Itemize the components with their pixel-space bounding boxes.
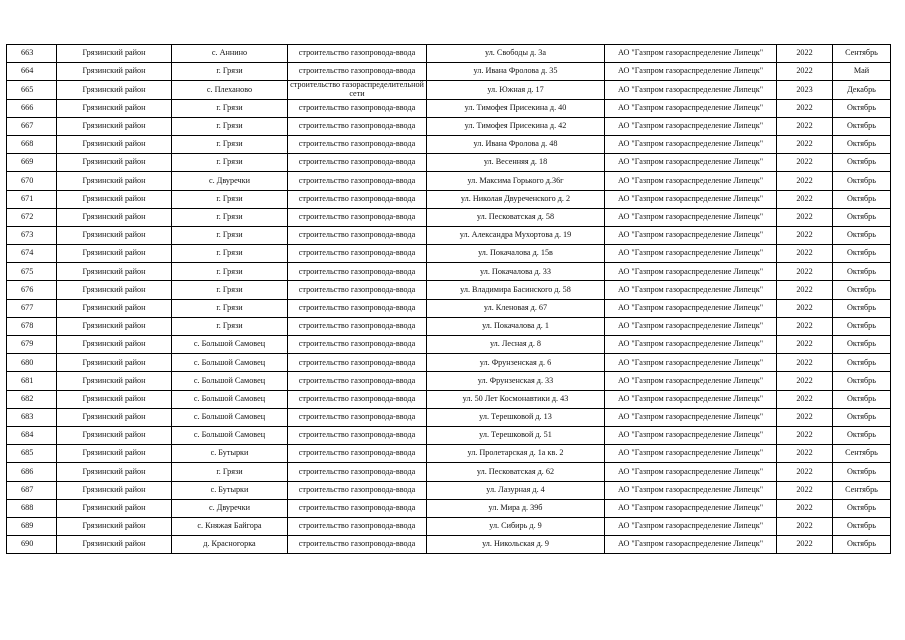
locality-cell: с. Бутырки: [172, 481, 288, 499]
table-row: [7, 172, 891, 190]
address-cell: ул. Максима Горького д.36г: [427, 172, 605, 190]
locality-cell: г. Грязи: [172, 263, 288, 281]
district-cell: Грязинский район: [57, 408, 172, 426]
work-type-cell: строительство газопровода-ввода: [288, 245, 427, 263]
address-cell: ул. Владимира Басинского д. 58: [427, 281, 605, 299]
district-cell: Грязинский район: [57, 317, 172, 335]
work-type-cell: строительство газопровода-ввода: [288, 354, 427, 372]
month-cell: Октябрь: [833, 154, 891, 172]
work-type-cell: строительство газопровода-ввода: [288, 172, 427, 190]
table-row: [7, 81, 891, 99]
organization-cell: АО "Газпром газораспределение Липецк": [605, 299, 777, 317]
district-cell: Грязинский район: [57, 336, 172, 354]
district-cell: Грязинский район: [57, 536, 172, 554]
row-number-cell: 687: [7, 481, 57, 499]
organization-cell: АО "Газпром газораспределение Липецк": [605, 63, 777, 81]
month-cell: Октябрь: [833, 99, 891, 117]
district-cell: Грязинский район: [57, 99, 172, 117]
row-number-cell: 667: [7, 117, 57, 135]
organization-cell: АО "Газпром газораспределение Липецк": [605, 172, 777, 190]
work-type-cell: строительство газопровода-ввода: [288, 445, 427, 463]
work-type-cell: строительство газопровода-ввода: [288, 63, 427, 81]
address-cell: ул. Тимофея Присекина д. 40: [427, 99, 605, 117]
organization-cell: АО "Газпром газораспределение Липецк": [605, 426, 777, 444]
year-cell: 2022: [777, 481, 833, 499]
month-cell: Октябрь: [833, 245, 891, 263]
work-type-cell: строительство газопровода-ввода: [288, 208, 427, 226]
locality-cell: с. Княжая Байгора: [172, 517, 288, 535]
organization-cell: АО "Газпром газораспределение Липецк": [605, 481, 777, 499]
organization-cell: АО "Газпром газораспределение Липецк": [605, 517, 777, 535]
address-cell: ул. Николая Двуреченского д. 2: [427, 190, 605, 208]
row-number-cell: 679: [7, 336, 57, 354]
work-type-cell: строительство газопровода-ввода: [288, 299, 427, 317]
address-cell: ул. Тимофея Присекина д. 42: [427, 117, 605, 135]
locality-cell: г. Грязи: [172, 463, 288, 481]
month-cell: Октябрь: [833, 336, 891, 354]
organization-cell: АО "Газпром газораспределение Липецк": [605, 226, 777, 244]
month-cell: Октябрь: [833, 172, 891, 190]
district-cell: Грязинский район: [57, 426, 172, 444]
district-cell: Грязинский район: [57, 390, 172, 408]
district-cell: Грязинский район: [57, 172, 172, 190]
district-cell: Грязинский район: [57, 63, 172, 81]
address-cell: ул. Ивана Фролова д. 35: [427, 63, 605, 81]
year-cell: 2022: [777, 317, 833, 335]
year-cell: 2022: [777, 263, 833, 281]
address-cell: ул. Лазурная д. 4: [427, 481, 605, 499]
month-cell: Сентябрь: [833, 445, 891, 463]
district-cell: Грязинский район: [57, 135, 172, 153]
table-row: [7, 536, 891, 554]
row-number-cell: 673: [7, 226, 57, 244]
table-row: [7, 63, 891, 81]
row-number-cell: 678: [7, 317, 57, 335]
month-cell: Октябрь: [833, 317, 891, 335]
row-number-cell: 665: [7, 81, 57, 99]
work-type-cell: строительство газопровода-ввода: [288, 281, 427, 299]
row-number-cell: 677: [7, 299, 57, 317]
district-cell: Грязинский район: [57, 517, 172, 535]
district-cell: Грязинский район: [57, 208, 172, 226]
year-cell: 2022: [777, 372, 833, 390]
work-type-cell: строительство газопровода-ввода: [288, 463, 427, 481]
table-row: [7, 408, 891, 426]
row-number-cell: 681: [7, 372, 57, 390]
address-cell: ул. Мира д. 39б: [427, 499, 605, 517]
address-cell: ул. Александра Мухортова д. 19: [427, 226, 605, 244]
locality-cell: г. Грязи: [172, 208, 288, 226]
work-type-cell: строительство газопровода-ввода: [288, 408, 427, 426]
month-cell: Декабрь: [833, 81, 891, 99]
locality-cell: с. Большой Самовец: [172, 408, 288, 426]
work-type-cell: строительство газопровода-ввода: [288, 45, 427, 63]
work-type-cell: строительство газопровода-ввода: [288, 536, 427, 554]
table-row: [7, 245, 891, 263]
year-cell: 2022: [777, 299, 833, 317]
district-cell: Грязинский район: [57, 226, 172, 244]
row-number-cell: 686: [7, 463, 57, 481]
month-cell: Октябрь: [833, 426, 891, 444]
work-type-cell: строительство газопровода-ввода: [288, 263, 427, 281]
month-cell: Октябрь: [833, 372, 891, 390]
organization-cell: АО "Газпром газораспределение Липецк": [605, 281, 777, 299]
table-row: [7, 390, 891, 408]
organization-cell: АО "Газпром газораспределение Липецк": [605, 499, 777, 517]
month-cell: Октябрь: [833, 281, 891, 299]
month-cell: Октябрь: [833, 536, 891, 554]
district-cell: Грязинский район: [57, 81, 172, 99]
address-cell: ул. Весенняя д. 18: [427, 154, 605, 172]
work-type-cell: строительство газопровода-ввода: [288, 390, 427, 408]
row-number-cell: 684: [7, 426, 57, 444]
locality-cell: с. Большой Самовец: [172, 354, 288, 372]
address-cell: ул. Фрунзенская д. 33: [427, 372, 605, 390]
district-cell: Грязинский район: [57, 263, 172, 281]
table-row: [7, 354, 891, 372]
month-cell: Октябрь: [833, 408, 891, 426]
year-cell: 2022: [777, 390, 833, 408]
row-number-cell: 682: [7, 390, 57, 408]
district-cell: Грязинский район: [57, 117, 172, 135]
locality-cell: г. Грязи: [172, 99, 288, 117]
row-number-cell: 685: [7, 445, 57, 463]
month-cell: Октябрь: [833, 263, 891, 281]
district-cell: Грязинский район: [57, 463, 172, 481]
table-row: [7, 135, 891, 153]
address-cell: ул. Пролетарская д. 1а кв. 2: [427, 445, 605, 463]
work-type-cell: строительство газопровода-ввода: [288, 226, 427, 244]
organization-cell: АО "Газпром газораспределение Липецк": [605, 135, 777, 153]
organization-cell: АО "Газпром газораспределение Липецк": [605, 445, 777, 463]
table-row: [7, 45, 891, 63]
month-cell: Октябрь: [833, 299, 891, 317]
locality-cell: с. Большой Самовец: [172, 372, 288, 390]
district-cell: Грязинский район: [57, 372, 172, 390]
district-cell: Грязинский район: [57, 481, 172, 499]
organization-cell: АО "Газпром газораспределение Липецк": [605, 81, 777, 99]
month-cell: Октябрь: [833, 190, 891, 208]
month-cell: Октябрь: [833, 517, 891, 535]
month-cell: Сентябрь: [833, 481, 891, 499]
table-row: [7, 445, 891, 463]
year-cell: 2022: [777, 445, 833, 463]
locality-cell: с. Большой Самовец: [172, 390, 288, 408]
month-cell: Октябрь: [833, 135, 891, 153]
address-cell: ул. Никольская д. 9: [427, 536, 605, 554]
organization-cell: АО "Газпром газораспределение Липецк": [605, 190, 777, 208]
row-number-cell: 666: [7, 99, 57, 117]
organization-cell: АО "Газпром газораспределение Липецк": [605, 245, 777, 263]
address-cell: ул. Сибирь д. 9: [427, 517, 605, 535]
year-cell: 2022: [777, 408, 833, 426]
table-row: [7, 463, 891, 481]
locality-cell: с. Аннино: [172, 45, 288, 63]
locality-cell: г. Грязи: [172, 226, 288, 244]
table-row: [7, 426, 891, 444]
locality-cell: г. Грязи: [172, 63, 288, 81]
work-type-cell: строительство газопровода-ввода: [288, 426, 427, 444]
table-row: [7, 336, 891, 354]
organization-cell: АО "Газпром газораспределение Липецк": [605, 208, 777, 226]
month-cell: Октябрь: [833, 463, 891, 481]
locality-cell: г. Грязи: [172, 190, 288, 208]
locality-cell: г. Грязи: [172, 117, 288, 135]
table-row: [7, 372, 891, 390]
row-number-cell: 676: [7, 281, 57, 299]
month-cell: Октябрь: [833, 390, 891, 408]
year-cell: 2022: [777, 63, 833, 81]
locality-cell: с. Двуречки: [172, 499, 288, 517]
month-cell: Октябрь: [833, 499, 891, 517]
table-row: [7, 517, 891, 535]
locality-cell: с. Большой Самовец: [172, 426, 288, 444]
year-cell: 2022: [777, 499, 833, 517]
year-cell: 2022: [777, 245, 833, 263]
district-cell: Грязинский район: [57, 499, 172, 517]
organization-cell: АО "Газпром газораспределение Липецк": [605, 45, 777, 63]
work-type-cell: строительство газопровода-ввода: [288, 190, 427, 208]
district-cell: Грязинский район: [57, 299, 172, 317]
district-cell: Грязинский район: [57, 45, 172, 63]
address-cell: ул. Терешковой д. 13: [427, 408, 605, 426]
address-cell: ул. 50 Лет Космонавтики д. 43: [427, 390, 605, 408]
address-cell: ул. Песковатская д. 58: [427, 208, 605, 226]
row-number-cell: 688: [7, 499, 57, 517]
locality-cell: д. Красногорка: [172, 536, 288, 554]
work-type-cell: строительство газопровода-ввода: [288, 336, 427, 354]
table-row: [7, 208, 891, 226]
table-row: [7, 154, 891, 172]
work-type-cell: строительство газораспределительной сети: [288, 81, 427, 99]
row-number-cell: 670: [7, 172, 57, 190]
table-row: [7, 299, 891, 317]
organization-cell: АО "Газпром газораспределение Липецк": [605, 408, 777, 426]
work-type-cell: строительство газопровода-ввода: [288, 481, 427, 499]
locality-cell: г. Грязи: [172, 135, 288, 153]
year-cell: 2022: [777, 517, 833, 535]
table-row: [7, 281, 891, 299]
work-type-cell: строительство газопровода-ввода: [288, 117, 427, 135]
year-cell: 2022: [777, 426, 833, 444]
year-cell: 2022: [777, 172, 833, 190]
work-type-cell: строительство газопровода-ввода: [288, 317, 427, 335]
address-cell: ул. Свободы д. 3а: [427, 45, 605, 63]
row-number-cell: 664: [7, 63, 57, 81]
row-number-cell: 683: [7, 408, 57, 426]
year-cell: 2022: [777, 208, 833, 226]
gas-connection-table: [6, 44, 891, 554]
address-cell: ул. Ивана Фролова д. 48: [427, 135, 605, 153]
locality-cell: г. Грязи: [172, 245, 288, 263]
table-body: [7, 45, 891, 554]
row-number-cell: 674: [7, 245, 57, 263]
organization-cell: АО "Газпром газораспределение Липецк": [605, 354, 777, 372]
work-type-cell: строительство газопровода-ввода: [288, 499, 427, 517]
row-number-cell: 668: [7, 135, 57, 153]
row-number-cell: 690: [7, 536, 57, 554]
table-row: [7, 226, 891, 244]
district-cell: Грязинский район: [57, 354, 172, 372]
year-cell: 2022: [777, 135, 833, 153]
row-number-cell: 680: [7, 354, 57, 372]
address-cell: ул. Покачалова д. 1: [427, 317, 605, 335]
year-cell: 2022: [777, 154, 833, 172]
table-row: [7, 117, 891, 135]
row-number-cell: 663: [7, 45, 57, 63]
district-cell: Грязинский район: [57, 445, 172, 463]
organization-cell: АО "Газпром газораспределение Липецк": [605, 536, 777, 554]
locality-cell: с. Большой Самовец: [172, 336, 288, 354]
organization-cell: АО "Газпром газораспределение Липецк": [605, 99, 777, 117]
table-row: [7, 99, 891, 117]
row-number-cell: 672: [7, 208, 57, 226]
locality-cell: с. Бутырки: [172, 445, 288, 463]
locality-cell: с. Плеханово: [172, 81, 288, 99]
year-cell: 2022: [777, 99, 833, 117]
month-cell: Сентябрь: [833, 45, 891, 63]
month-cell: Октябрь: [833, 226, 891, 244]
table-row: [7, 481, 891, 499]
year-cell: 2022: [777, 354, 833, 372]
address-cell: ул. Лесная д. 8: [427, 336, 605, 354]
year-cell: 2022: [777, 117, 833, 135]
address-cell: ул. Покачалова д. 15в: [427, 245, 605, 263]
year-cell: 2022: [777, 536, 833, 554]
month-cell: Октябрь: [833, 354, 891, 372]
locality-cell: с. Двуречки: [172, 172, 288, 190]
organization-cell: АО "Газпром газораспределение Липецк": [605, 372, 777, 390]
organization-cell: АО "Газпром газораспределение Липецк": [605, 317, 777, 335]
address-cell: ул. Южная д. 17: [427, 81, 605, 99]
row-number-cell: 689: [7, 517, 57, 535]
work-type-cell: строительство газопровода-ввода: [288, 154, 427, 172]
district-cell: Грязинский район: [57, 154, 172, 172]
table-row: [7, 317, 891, 335]
row-number-cell: 675: [7, 263, 57, 281]
organization-cell: АО "Газпром газораспределение Липецк": [605, 117, 777, 135]
year-cell: 2022: [777, 190, 833, 208]
district-cell: Грязинский район: [57, 190, 172, 208]
locality-cell: г. Грязи: [172, 281, 288, 299]
address-cell: ул. Фрунзенская д. 6: [427, 354, 605, 372]
work-type-cell: строительство газопровода-ввода: [288, 99, 427, 117]
address-cell: ул. Кленовая д. 67: [427, 299, 605, 317]
locality-cell: г. Грязи: [172, 299, 288, 317]
table-row: [7, 499, 891, 517]
year-cell: 2022: [777, 45, 833, 63]
year-cell: 2022: [777, 281, 833, 299]
month-cell: Октябрь: [833, 208, 891, 226]
work-type-cell: строительство газопровода-ввода: [288, 517, 427, 535]
work-type-cell: строительство газопровода-ввода: [288, 372, 427, 390]
table-row: [7, 190, 891, 208]
address-cell: ул. Покачалова д. 33: [427, 263, 605, 281]
organization-cell: АО "Газпром газораспределение Липецк": [605, 263, 777, 281]
row-number-cell: 669: [7, 154, 57, 172]
table-row: [7, 263, 891, 281]
locality-cell: г. Грязи: [172, 154, 288, 172]
address-cell: ул. Песковатская д. 62: [427, 463, 605, 481]
row-number-cell: 671: [7, 190, 57, 208]
month-cell: Октябрь: [833, 117, 891, 135]
organization-cell: АО "Газпром газораспределение Липецк": [605, 336, 777, 354]
year-cell: 2022: [777, 336, 833, 354]
year-cell: 2022: [777, 226, 833, 244]
month-cell: Май: [833, 63, 891, 81]
organization-cell: АО "Газпром газораспределение Липецк": [605, 154, 777, 172]
organization-cell: АО "Газпром газораспределение Липецк": [605, 463, 777, 481]
year-cell: 2023: [777, 81, 833, 99]
locality-cell: г. Грязи: [172, 317, 288, 335]
year-cell: 2022: [777, 463, 833, 481]
district-cell: Грязинский район: [57, 245, 172, 263]
district-cell: Грязинский район: [57, 281, 172, 299]
organization-cell: АО "Газпром газораспределение Липецк": [605, 390, 777, 408]
work-type-cell: строительство газопровода-ввода: [288, 135, 427, 153]
address-cell: ул. Терешковой д. 51: [427, 426, 605, 444]
